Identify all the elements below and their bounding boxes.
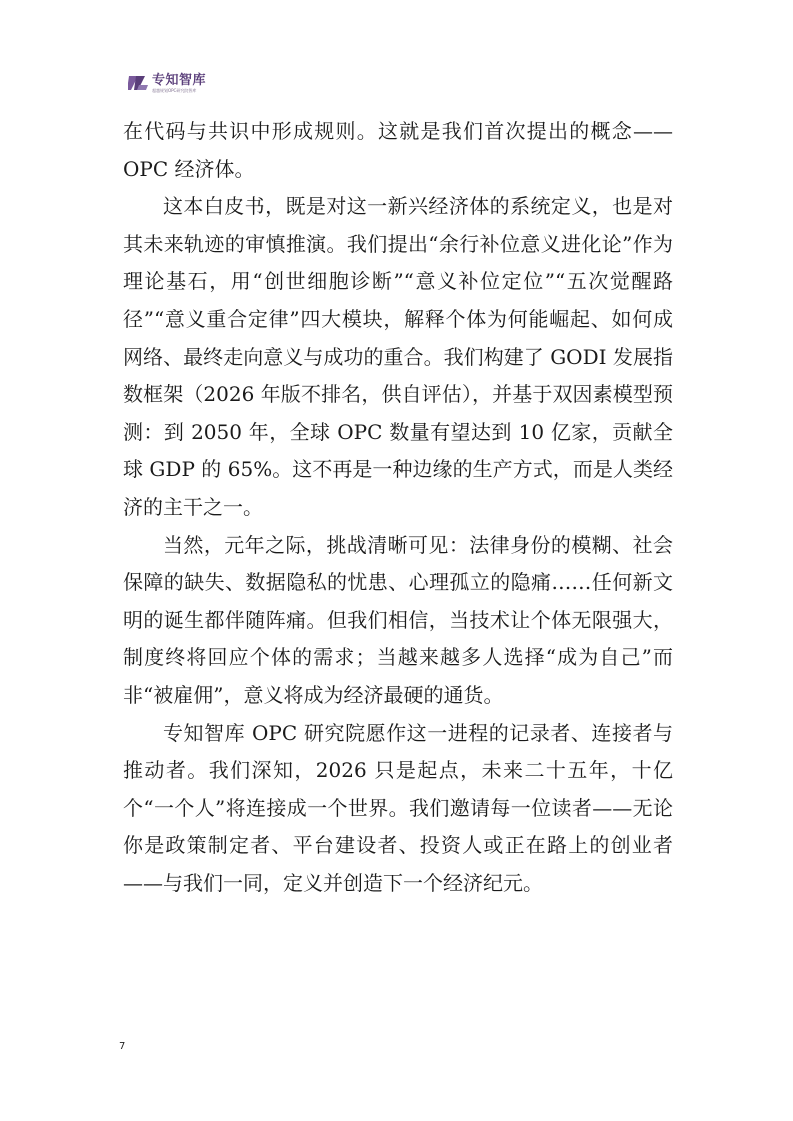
paragraph-continued: 在代码与共识中形成规则。这就是我们首次提出的概念——OPC 经济体。	[123, 119, 673, 181]
paragraph-whitepaper-intro: 这本白皮书，既是对这一新兴经济体的系统定义，也是对其未来轨迹的审慎推演。我们提出“余行补位意义进化论”作为理论基石，用“创世细胞诊断”“意义补位定位”“五次觉醒路径”“意义重合定律”四大模块，解释个体为何能崛起、如何成网络、最终走向意义与成功的重合。我们构建了 GODI 发展指数框架（2026 年版不排名，供自评估），并基于双因素模型预测：到 2050 年，全球 OPC 数量有望达到 10 亿家，贡献全球 GDP 的 65%。这不再是一种边缘的生产方式，而是人类经济的主干之一。	[123, 194, 673, 519]
header-logo	[128, 73, 206, 93]
paragraph-invitation: 专知智库 OPC 研究院愿作这一进程的记录者、连接者与推动者。我们深知，2026 只是起点，未来二十五年，十亿个“一个人”将连接成一个世界。我们邀请每一位读者——无论你是政策制定者、平台建设者、投资人或正在路上的创业者——与我们一同，定义并创造下一个经济纪元。	[123, 720, 673, 895]
logo-name: 专知智库	[152, 72, 207, 88]
zhuanzhi-logo-icon	[128, 73, 148, 93]
logo-tagline: 超越规划OPC研究院智库	[152, 87, 197, 93]
paragraph-challenges: 当然，元年之际，挑战清晰可见：法律身份的模糊、社会保障的缺失、数据隐私的忧患、心理孤立的隐痛……任何新文明的诞生都伴随阵痛。但我们相信，当技术让个体无限强大，制度终将回应个体的需求；当越来越多人选择“成为自己”而非“被雇佣”，意义将成为经济最硬的通货。	[123, 532, 673, 707]
document-body	[123, 113, 673, 902]
page-number: 7	[119, 1041, 126, 1052]
